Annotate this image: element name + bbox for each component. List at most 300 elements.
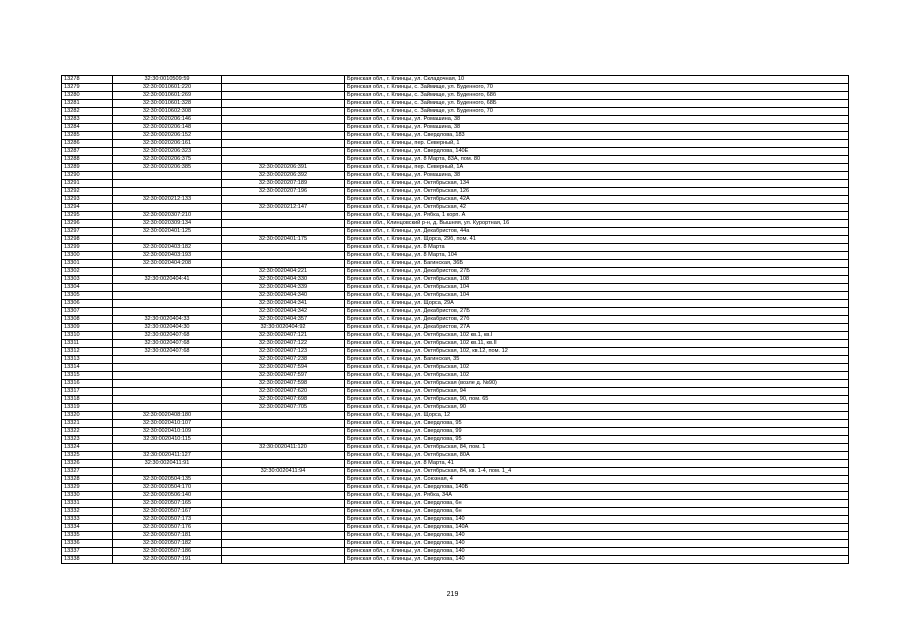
address-cell: Брянская обл., г. Клинцы, ул. Октябрьская (возле д. №90) [345,380,849,388]
table-row [62,436,849,444]
table-row [62,116,849,124]
related-cadastral-number-cell: 32:30:0020206:392 [222,172,345,180]
address-cell: Брянская обл., г. Клинцы, ул. Свердлова, 140А [345,524,849,532]
related-cadastral-number-cell: 32:30:0020407:121 [222,332,345,340]
address-cell: Брянская обл., г. Клинцы, ул. Свердлова, 140 [345,556,849,564]
row-number-cell: 13279 [62,84,113,92]
row-number-cell: 13290 [62,172,113,180]
address-cell: Брянская обл., г. Клинцы, ул. Свердлова, 95 [345,436,849,444]
address-cell: Брянская обл., г. Клинцы, ул. Ромашина, 38 [345,124,849,132]
address-cell: Брянская обл., г. Клинцы, с. Займище, ул. Буденного, 70 [345,84,849,92]
table-row [62,268,849,276]
row-number-cell: 13291 [62,180,113,188]
cadastral-number-cell: 32:30:0020206:323 [113,148,222,156]
row-number-cell: 13333 [62,516,113,524]
table-row [62,76,849,84]
table-row [62,428,849,436]
row-number-cell: 13294 [62,204,113,212]
related-cadastral-number-cell: 32:30:0020407:698 [222,396,345,404]
cadastral-number-cell [113,268,222,276]
address-cell: Брянская обл., г. Клинцы, ул. Свердлова, 140 [345,516,849,524]
cadastral-number-cell: 32:30:0020410:107 [113,420,222,428]
row-number-cell: 13338 [62,556,113,564]
related-cadastral-number-cell: 32:30:0020404:342 [222,308,345,316]
cadastral-number-cell [113,204,222,212]
related-cadastral-number-cell: 32:30:0020407:594 [222,364,345,372]
related-cadastral-number-cell [222,548,345,556]
cadastral-number-cell: 32:30:0020507:191 [113,556,222,564]
cadastral-number-cell: 32:30:0020407:68 [113,340,222,348]
row-number-cell: 13314 [62,364,113,372]
cadastral-number-cell [113,404,222,412]
table-row [62,396,849,404]
address-cell: Брянская обл., г. Клинцы, ул. Свердлова, 95 [345,420,849,428]
address-cell: Брянская обл., г. Клинцы, ул. Декабристов, 27Б [345,268,849,276]
table-row [62,260,849,268]
table-row [62,284,849,292]
related-cadastral-number-cell [222,524,345,532]
related-cadastral-number-cell: 32:30:0020407:620 [222,388,345,396]
related-cadastral-number-cell [222,228,345,236]
related-cadastral-number-cell: 32:30:0020411:94 [222,468,345,476]
row-number-cell: 13312 [62,348,113,356]
table-row [62,228,849,236]
related-cadastral-number-cell [222,140,345,148]
table-row [62,108,849,116]
row-number-cell: 13281 [62,100,113,108]
related-cadastral-number-cell [222,500,345,508]
related-cadastral-number-cell: 32:30:0020407:238 [222,356,345,364]
related-cadastral-number-cell: 32:30:0020404:92 [222,324,345,332]
cadastral-number-cell: 32:30:0020507:173 [113,516,222,524]
address-cell: Брянская обл., г. Клинцы, ул. Октябрьская, 80А [345,452,849,460]
cadastral-number-cell: 32:30:0020404:30 [113,324,222,332]
table-row [62,100,849,108]
table-row [62,180,849,188]
table-row [62,492,849,500]
cadastral-number-cell: 32:30:0020206:152 [113,132,222,140]
address-cell: Брянская обл., г. Клинцы, ул. Октябрьская, 102, кв.12, пом. 12 [345,348,849,356]
related-cadastral-number-cell [222,212,345,220]
related-cadastral-number-cell [222,452,345,460]
table-row [62,292,849,300]
table-row [62,132,849,140]
table-row [62,220,849,228]
address-cell: Брянская обл., Клинцовский р-н, д. Вышняя, ул. Курортная, 16 [345,220,849,228]
page-number: 219 [446,591,459,598]
related-cadastral-number-cell [222,92,345,100]
related-cadastral-number-cell: 32:30:0020207:189 [222,180,345,188]
table-row [62,140,849,148]
row-number-cell: 13325 [62,452,113,460]
row-number-cell: 13282 [62,108,113,116]
table-row [62,332,849,340]
cadastral-number-cell: 32:30:0020403:182 [113,244,222,252]
table-row [62,164,849,172]
cadastral-number-cell: 32:30:0020401:125 [113,228,222,236]
address-cell: Брянская обл., г. Клинцы, ул. Рябка, 34А [345,492,849,500]
address-cell: Брянская обл., г. Клинцы, ул. Свердлова, 140Б [345,484,849,492]
row-number-cell: 13278 [62,76,113,84]
address-cell: Брянская обл., г. Клинцы, ул. Декабристов, 27Б [345,308,849,316]
related-cadastral-number-cell [222,220,345,228]
cadastral-number-cell: 32:30:0010601:328 [113,100,222,108]
address-cell: Брянская обл., г. Клинцы, ул. Октябрьская, 84, кв. 1-4, пом. 1_4 [345,468,849,476]
row-number-cell: 13315 [62,372,113,380]
address-cell: Брянская обл., г. Клинцы, ул. Рябка, 1 корп. А [345,212,849,220]
address-cell: Брянская обл., г. Клинцы, ул. Декабристов, 27А [345,324,849,332]
table-row [62,308,849,316]
address-cell: Брянская обл., г. Клинцы, ул. Свердлова, 140 [345,548,849,556]
table-row [62,452,849,460]
table-row [62,196,849,204]
row-number-cell: 13304 [62,284,113,292]
related-cadastral-number-cell [222,532,345,540]
address-cell: Брянская обл., г. Клинцы, ул. Октябрьская, 104 [345,284,849,292]
table-row [62,532,849,540]
table-row [62,468,849,476]
row-number-cell: 13280 [62,92,113,100]
cadastral-number-cell [113,444,222,452]
cadastral-number-cell: 32:30:0020206:146 [113,116,222,124]
row-number-cell: 13319 [62,404,113,412]
related-cadastral-number-cell: 32:30:0020404:341 [222,300,345,308]
address-cell: Брянская обл., г. Клинцы, ул. Октябрьская, 108 [345,276,849,284]
table-row [62,204,849,212]
row-number-cell: 13308 [62,316,113,324]
table-row [62,388,849,396]
related-cadastral-number-cell [222,244,345,252]
cadastral-number-cell: 32:30:0020507:165 [113,500,222,508]
address-cell: Брянская обл., г. Клинцы, ул. Октябрьская, 42 [345,204,849,212]
address-cell: Брянская обл., г. Клинцы, ул. Октябрьская, 104 [345,292,849,300]
cadastral-number-cell: 32:30:0020206:161 [113,140,222,148]
related-cadastral-number-cell [222,484,345,492]
cadastral-number-cell [113,364,222,372]
address-cell: Брянская обл., г. Клинцы, ул. 8 Марта, 41 [345,460,849,468]
address-cell: Брянская обл., г. Клинцы, ул. Октябрьская, 84, пом. 1 [345,444,849,452]
row-number-cell: 13284 [62,124,113,132]
cadastral-number-cell [113,380,222,388]
row-number-cell: 13327 [62,468,113,476]
row-number-cell: 13286 [62,140,113,148]
row-number-cell: 13311 [62,340,113,348]
row-number-cell: 13288 [62,156,113,164]
cadastral-number-cell: 32:30:0020504:170 [113,484,222,492]
table-row [62,404,849,412]
table-row [62,380,849,388]
cadastral-number-cell: 32:30:0020507:181 [113,532,222,540]
cadastral-number-cell: 32:30:0010509:59 [113,76,222,84]
cadastral-number-cell: 32:30:0020404:33 [113,316,222,324]
cadastral-number-cell: 32:30:0020507:186 [113,548,222,556]
row-number-cell: 13283 [62,116,113,124]
related-cadastral-number-cell [222,108,345,116]
cadastral-number-cell: 32:30:0020507:176 [113,524,222,532]
row-number-cell: 13303 [62,276,113,284]
related-cadastral-number-cell [222,100,345,108]
related-cadastral-number-cell [222,116,345,124]
cadastral-number-cell [113,188,222,196]
cadastral-number-cell [113,308,222,316]
address-cell: Брянская обл., г. Клинцы, ул. Октябрьская, 126 [345,188,849,196]
address-cell: Брянская обл., г. Клинцы, ул. Ромашина, 38 [345,116,849,124]
table-row [62,460,849,468]
address-cell: Брянская обл., г. Клинцы, пер. Северный, 1А [345,164,849,172]
related-cadastral-number-cell: 32:30:0020407:598 [222,380,345,388]
table-row [62,508,849,516]
address-cell: Брянская обл., г. Клинцы, с. Займище, ул. Буденного, 68Б [345,100,849,108]
address-cell: Брянская обл., г. Клинцы, ул. Союзная, 4 [345,476,849,484]
cadastral-number-cell: 32:30:0020506:140 [113,492,222,500]
cadastral-number-cell: 32:30:0020206:148 [113,124,222,132]
cadastral-number-cell [113,468,222,476]
cadastral-number-cell [113,236,222,244]
related-cadastral-number-cell [222,252,345,260]
address-cell: Брянская обл., г. Клинцы, ул. Октябрьская, 94 [345,388,849,396]
row-number-cell: 13331 [62,500,113,508]
row-number-cell: 13295 [62,212,113,220]
table-row [62,316,849,324]
table-row [62,364,849,372]
related-cadastral-number-cell [222,428,345,436]
table-row [62,92,849,100]
address-cell: Брянская обл., г. Клинцы, ул. Свердлова, 6н [345,500,849,508]
cadastral-number-cell: 32:30:0020504:135 [113,476,222,484]
related-cadastral-number-cell [222,516,345,524]
cadastral-number-cell: 32:30:0020507:167 [113,508,222,516]
table-row [62,412,849,420]
row-number-cell: 13307 [62,308,113,316]
related-cadastral-number-cell: 32:30:0020206:391 [222,164,345,172]
table-row [62,172,849,180]
cadastral-number-cell [113,292,222,300]
address-cell: Брянская обл., г. Клинцы, ул. 8 Марта, 83А, пом. 80 [345,156,849,164]
row-number-cell: 13316 [62,380,113,388]
address-cell: Брянская обл., г. Клинцы, ул. Свердлова, 99 [345,428,849,436]
cadastral-number-cell: 32:30:0020410:115 [113,436,222,444]
cadastral-number-cell [113,284,222,292]
cadastral-number-cell: 32:30:0020507:182 [113,540,222,548]
cadastral-number-cell: 32:30:0020410:109 [113,428,222,436]
related-cadastral-number-cell [222,420,345,428]
cadastral-number-cell [113,300,222,308]
address-cell: Брянская обл., г. Клинцы, ул. Октябрьская, 102 кв.1, кв.I [345,332,849,340]
row-number-cell: 13318 [62,396,113,404]
related-cadastral-number-cell: 32:30:0020407:597 [222,372,345,380]
related-cadastral-number-cell: 32:30:0020207:196 [222,188,345,196]
row-number-cell: 13296 [62,220,113,228]
related-cadastral-number-cell: 32:30:0020407:122 [222,340,345,348]
address-cell: Брянская обл., г. Клинцы, ул. Декабристов, 27б [345,316,849,324]
table-row [62,476,849,484]
table-row [62,244,849,252]
cadastral-number-cell [113,356,222,364]
row-number-cell: 13297 [62,228,113,236]
table-row [62,188,849,196]
row-number-cell: 13330 [62,492,113,500]
address-cell: Брянская обл., г. Клинцы, ул. Багинская, 36Б [345,260,849,268]
row-number-cell: 13305 [62,292,113,300]
table-row [62,540,849,548]
row-number-cell: 13309 [62,324,113,332]
table-row [62,420,849,428]
row-number-cell: 13322 [62,428,113,436]
address-cell: Брянская обл., г. Клинцы, ул. Свердлова, 140 [345,540,849,548]
row-number-cell: 13302 [62,268,113,276]
related-cadastral-number-cell: 32:30:0020404:330 [222,276,345,284]
records-table [61,75,849,564]
row-number-cell: 13293 [62,196,113,204]
table-row [62,372,849,380]
table-row [62,348,849,356]
row-number-cell: 13335 [62,532,113,540]
table-row [62,356,849,364]
row-number-cell: 13287 [62,148,113,156]
address-cell: Брянская обл., г. Клинцы, ул. Складочная, 10 [345,76,849,84]
address-cell: Брянская обл., г. Клинцы, ул. Щорса, 29б, пом. 41 [345,236,849,244]
row-number-cell: 13329 [62,484,113,492]
related-cadastral-number-cell [222,508,345,516]
address-cell: Брянская обл., г. Клинцы, ул. Октябрьская, 90, пом. 65 [345,396,849,404]
address-cell: Брянская обл., г. Клинцы, с. Займище, ул. Буденного, 70 [345,108,849,116]
cadastral-number-cell [113,180,222,188]
cadastral-number-cell [113,388,222,396]
row-number-cell: 13337 [62,548,113,556]
row-number-cell: 13313 [62,356,113,364]
cadastral-number-cell: 32:30:0020411:127 [113,452,222,460]
table-row [62,556,849,564]
related-cadastral-number-cell [222,156,345,164]
cadastral-number-cell [113,372,222,380]
row-number-cell: 13332 [62,508,113,516]
table-row [62,148,849,156]
records-table-body [62,76,849,564]
cadastral-number-cell: 32:30:0020408:180 [113,412,222,420]
cadastral-number-cell: 32:30:0020212:133 [113,196,222,204]
row-number-cell: 13285 [62,132,113,140]
row-number-cell: 13300 [62,252,113,260]
related-cadastral-number-cell [222,132,345,140]
table-row [62,548,849,556]
address-cell: Брянская обл., г. Клинцы, ул. Свердлова, 183 [345,132,849,140]
related-cadastral-number-cell: 32:30:0020411:120 [222,444,345,452]
address-cell: Брянская обл., г. Клинцы, ул. Щорса, 29А [345,300,849,308]
related-cadastral-number-cell: 32:30:0020212:147 [222,204,345,212]
related-cadastral-number-cell [222,436,345,444]
related-cadastral-number-cell: 32:30:0020404:339 [222,284,345,292]
row-number-cell: 13326 [62,460,113,468]
related-cadastral-number-cell [222,196,345,204]
row-number-cell: 13289 [62,164,113,172]
related-cadastral-number-cell [222,84,345,92]
row-number-cell: 13324 [62,444,113,452]
cadastral-number-cell: 32:30:0020403:193 [113,252,222,260]
related-cadastral-number-cell: 32:30:0020401:175 [222,236,345,244]
address-cell: Брянская обл., г. Клинцы, ул. Октябрьская, 134 [345,180,849,188]
address-cell: Брянская обл., г. Клинцы, ул. Ромашина, 38 [345,172,849,180]
table-row [62,156,849,164]
related-cadastral-number-cell [222,148,345,156]
address-cell: Брянская обл., г. Клинцы, ул. Свердлова, 6н [345,508,849,516]
table-row [62,516,849,524]
table-row [62,236,849,244]
related-cadastral-number-cell: 32:30:0020404:340 [222,292,345,300]
row-number-cell: 13306 [62,300,113,308]
address-cell: Брянская обл., г. Клинцы, ул. Декабристов, 44а [345,228,849,236]
related-cadastral-number-cell: 32:30:0020404:221 [222,268,345,276]
cadastral-number-cell: 32:30:0020307:210 [113,212,222,220]
cadastral-number-cell [113,396,222,404]
table-row [62,340,849,348]
related-cadastral-number-cell [222,124,345,132]
table-row [62,484,849,492]
row-number-cell: 13292 [62,188,113,196]
table-row [62,276,849,284]
cadastral-number-cell: 32:30:0010601:220 [113,84,222,92]
table-row [62,212,849,220]
cadastral-number-cell: 32:30:0010601:269 [113,92,222,100]
row-number-cell: 13317 [62,388,113,396]
row-number-cell: 13328 [62,476,113,484]
address-cell: Брянская обл., г. Клинцы, ул. Щорса, 12 [345,412,849,420]
table-row [62,300,849,308]
cadastral-number-cell: 32:30:0020407:68 [113,332,222,340]
cadastral-number-cell: 32:30:0020404:41 [113,276,222,284]
row-number-cell: 13310 [62,332,113,340]
cadastral-number-cell: 32:30:0020404:208 [113,260,222,268]
cadastral-number-cell: 32:30:0020407:68 [113,348,222,356]
row-number-cell: 13320 [62,412,113,420]
related-cadastral-number-cell [222,260,345,268]
table-row [62,324,849,332]
address-cell: Брянская обл., г. Клинцы, ул. 8 Марта [345,244,849,252]
cadastral-number-cell: 32:30:0020206:375 [113,156,222,164]
table-row [62,124,849,132]
address-cell: Брянская обл., г. Клинцы, ул. Октябрьская, 42А [345,196,849,204]
cadastral-number-cell: 32:30:0010602:308 [113,108,222,116]
row-number-cell: 13321 [62,420,113,428]
address-cell: Брянская обл., г. Клинцы, ул. Октябрьская, 102 кв.11, кв.II [345,340,849,348]
related-cadastral-number-cell: 32:30:0020407:123 [222,348,345,356]
related-cadastral-number-cell [222,76,345,84]
row-number-cell: 13323 [62,436,113,444]
address-cell: Брянская обл., г. Клинцы, ул. Свердлова, 140Е [345,148,849,156]
related-cadastral-number-cell [222,492,345,500]
table-row [62,524,849,532]
address-cell: Брянская обл., г. Клинцы, ул. Багинская, 35 [345,356,849,364]
cadastral-number-cell: 32:30:0020309:134 [113,220,222,228]
related-cadastral-number-cell [222,460,345,468]
address-cell: Брянская обл., г. Клинцы, ул. Октябрьская, 90 [345,404,849,412]
address-cell: Брянская обл., г. Клинцы, пер. Северный, 1 [345,140,849,148]
cadastral-number-cell: 32:30:0020411:91 [113,460,222,468]
table-row [62,252,849,260]
row-number-cell: 13298 [62,236,113,244]
address-cell: Брянская обл., г. Клинцы, ул. Октябрьская, 102 [345,372,849,380]
related-cadastral-number-cell [222,556,345,564]
cadastral-number-cell: 32:30:0020206:385 [113,164,222,172]
address-cell: Брянская обл., г. Клинцы, с. Займище, ул. Буденного, 68б [345,92,849,100]
related-cadastral-number-cell: 32:30:0020404:357 [222,316,345,324]
cadastral-number-cell [113,172,222,180]
row-number-cell: 13299 [62,244,113,252]
table-row [62,500,849,508]
table-row [62,444,849,452]
related-cadastral-number-cell: 32:30:0020407:705 [222,404,345,412]
related-cadastral-number-cell [222,476,345,484]
address-cell: Брянская обл., г. Клинцы, ул. Октябрьская, 102 [345,364,849,372]
